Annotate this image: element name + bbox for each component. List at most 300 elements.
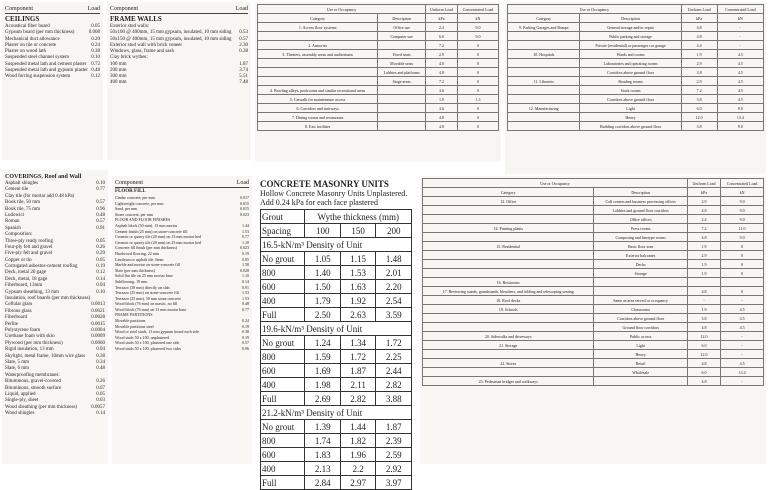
table-cell: Same as area served or occupancy (594, 296, 688, 305)
density-label: 21.2-kN/m³ Density of Unit (261, 406, 412, 420)
header-concentrated: Concentrated Load (717, 5, 763, 14)
component-name: Urethane foam with skin (5, 334, 55, 340)
table-cell (258, 59, 378, 68)
table-row (261, 420, 412, 434)
component-name: Plaster on tile or concrete (5, 42, 57, 48)
table-cell: Call centers and business processing offices (594, 197, 688, 206)
table-cell: 2.39 (376, 434, 412, 448)
table-row (261, 448, 412, 462)
table-row (261, 266, 412, 280)
table-cell: 2.82 (340, 392, 375, 406)
table-row (258, 41, 499, 50)
component-name: Lightweight concrete, per mm (115, 200, 164, 206)
load-value: 0.0009 (91, 334, 105, 340)
load-value: 0.57 (96, 200, 105, 206)
load-value: 1.53 (242, 295, 249, 301)
table-cell: Heavy (594, 350, 688, 359)
table-row (423, 278, 764, 287)
component-name: Plaster on wood lath (5, 49, 46, 54)
table-cell (378, 104, 426, 113)
table-cell: Storage (594, 269, 688, 278)
table-cell: 2.13 (305, 462, 340, 476)
load-value: 0.38 (242, 329, 249, 335)
table-row (261, 308, 412, 322)
load-value: 5.51 (239, 74, 248, 79)
table-cell: 4.8 (426, 122, 458, 131)
load-value: 0.0021 (91, 308, 105, 314)
table-cell: 0 (457, 77, 498, 86)
table-cell: 1.96 (340, 448, 375, 462)
component-name: Composition: (5, 232, 33, 238)
table-cell: 4.5 (717, 59, 763, 68)
table-row (423, 197, 764, 206)
table-cell: 1.3 (457, 95, 498, 104)
load-value: 0.48 (242, 301, 249, 307)
load-value: 0.10 (96, 289, 105, 295)
table-cell: 2.84 (305, 476, 340, 490)
table-cell: 1.87 (376, 420, 412, 434)
load-value: 0.03 (96, 398, 105, 404)
component-name: Rigid insulation, 13 mm (5, 347, 54, 353)
table-cell: 3.8 (687, 314, 720, 323)
component-name: Subflooring, 19 mm (115, 278, 148, 284)
header-cell: 150 (340, 224, 375, 238)
rows (5, 181, 105, 417)
table-cell: Exterior balconies (594, 251, 688, 260)
component-name: Deck, metal, 18 gage (5, 276, 48, 282)
header-uniform: Uniform Load (687, 179, 720, 188)
table-cell: No grout (261, 420, 305, 434)
load-value: 0.028 (240, 267, 249, 273)
table-cell: 0 (721, 287, 764, 296)
table-cell: 1. Access floor systems (258, 23, 378, 32)
table-row (423, 296, 764, 305)
table-cell (423, 314, 594, 323)
table-cell: Full (261, 392, 305, 406)
table-cell: Corridors above ground floor (594, 314, 688, 323)
floor-fill-panel (112, 176, 252, 464)
table-row (258, 77, 499, 86)
component-name: Terrazzo (38 mm) directly on slab (115, 284, 170, 290)
table-cell: General storage and/or repair (580, 23, 681, 32)
table-cell (508, 113, 580, 122)
table-cell (423, 323, 594, 332)
table-cell (423, 269, 594, 278)
load-value: 1.53 (242, 290, 249, 296)
table-cell: 2.63 (340, 308, 375, 322)
table (422, 178, 764, 386)
table-cell: 11. Libraries (508, 77, 580, 86)
table-row (261, 336, 412, 350)
table-row (423, 242, 764, 251)
table-cell: 4.5 (721, 359, 764, 368)
load-value: 0.015 (240, 200, 249, 206)
component-name: Slate, 5 mm (5, 359, 30, 365)
table-cell: 7.2 (426, 41, 458, 50)
table-cell: 1.74 (305, 434, 340, 448)
table-cell: 9.0 (717, 104, 763, 113)
table-row (258, 59, 499, 68)
section-title: COVERINGS, Roof and Wall (5, 174, 82, 180)
component-name: 300 mm (110, 74, 127, 79)
table-cell: 2.11 (340, 378, 375, 392)
rows (115, 195, 249, 352)
component-name: Cement finish (25 mm) on stone-concrete fill (115, 228, 188, 234)
table-cell: 0 (457, 104, 498, 113)
load-value: 0.72 (91, 61, 100, 67)
table-cell: Wards and rooms (580, 50, 681, 59)
component-name: Concrete fill finish (per mm thickness) (115, 245, 178, 251)
load-value: 0.015 (240, 206, 249, 212)
subheader-cell: Category (258, 14, 378, 23)
load-value: 3.74 (239, 67, 248, 73)
subheader-cell: Description (594, 188, 688, 197)
subheader-cell: kN (717, 14, 763, 23)
table-cell: - (717, 32, 763, 41)
table-cell: Stack rooms (580, 86, 681, 95)
table-cell: 4.8 (681, 32, 717, 41)
table-cell: 2.2 (340, 462, 375, 476)
table-cell: 2.25 (376, 350, 412, 364)
table-cell: 9.0 (721, 233, 764, 242)
table-cell: Composing and linotype rooms (594, 233, 688, 242)
load-value: 0.53 (239, 30, 248, 36)
table-cell: 9. Parking Garages and Ramps (508, 23, 580, 32)
component-name: Clay brick wythes: (110, 55, 148, 61)
table-cell (508, 41, 580, 50)
component-name: Terrazzo (25 mm) on stone-concrete fill (115, 290, 179, 296)
table-cell: 0 (721, 260, 764, 269)
table-cell: 1.34 (340, 336, 375, 350)
header-uniform: Uniform Load (681, 5, 717, 14)
table-cell (378, 95, 426, 104)
table-cell (378, 122, 426, 131)
table-cell: 0 (721, 251, 764, 260)
header-uniform: Uniform Load (426, 5, 458, 14)
table-cell: 0 (457, 68, 498, 77)
ceilings-panel (2, 2, 103, 160)
table-cell: 4.8 (687, 323, 720, 332)
table-cell: 1.48 (376, 252, 412, 266)
table-cell: 4.5 (721, 314, 764, 323)
table-row (258, 95, 499, 104)
table-cell: Light (594, 341, 688, 350)
table-cell: 7.2 (687, 224, 720, 233)
table-row (508, 32, 764, 41)
component-name: Wood sheathing (per mm thickness) (5, 404, 78, 410)
occupancy-table-2 (505, 2, 766, 174)
table-cell (378, 41, 426, 50)
table-cell: Laboratories and operating rooms (580, 59, 681, 68)
load-value: 0.48 (96, 366, 105, 372)
table-cell: - (721, 332, 764, 341)
header-component: Component (110, 6, 138, 12)
load-value: 1.53 (242, 228, 249, 234)
table-cell: 12.0 (687, 332, 720, 341)
table-cell: 4.8 (687, 206, 720, 215)
component-name: Solid flat tile on 25 mm mortar base (115, 273, 173, 279)
table-cell: 1.9 (687, 269, 720, 278)
table-cell: 16. Restrooms (423, 278, 594, 287)
table-cell: 2.9 (687, 251, 720, 260)
load-value: 0.77 (96, 187, 105, 193)
table-row (423, 224, 764, 233)
table-cell (508, 32, 580, 41)
table-cell: 6. Corridors and stairways (258, 104, 378, 113)
table-cell (258, 77, 378, 86)
component-name: Three-ply ready roofing (5, 238, 54, 244)
subheader-cell: kPa (426, 14, 458, 23)
component-name: Movable partitions steel (115, 323, 154, 329)
load-value: 0.008 (88, 30, 100, 36)
table-row (423, 314, 764, 323)
table-cell: 0 (457, 113, 498, 122)
load-value: 7.48 (239, 80, 248, 86)
table-row (508, 95, 764, 104)
table-cell: 4.5 (721, 323, 764, 332)
coverings-panel (2, 170, 108, 464)
table-cell (378, 86, 426, 95)
table-cell: 3.6 (426, 104, 458, 113)
component-name: Terrazzo (25 mm), 50 mm stone concrete (115, 295, 182, 301)
table-cell: 400 (261, 378, 305, 392)
table-cell: 400 (261, 294, 305, 308)
table-cell: 22. Stores (423, 359, 594, 368)
table-cell: Public parking and storage (580, 32, 681, 41)
table-row (508, 104, 764, 113)
load-value: 0.0004 (91, 327, 105, 333)
table-cell: 1.79 (305, 294, 340, 308)
occupancy-table-3 (420, 176, 766, 464)
table-cell: 4.5 (717, 95, 763, 104)
table-cell: 1.72 (376, 336, 412, 350)
header-load: Load (236, 180, 249, 186)
component-name: Suspended metal lath and gypsum plaster (5, 67, 88, 73)
table-cell: 6.0 (687, 341, 720, 350)
table-cell (423, 215, 594, 224)
load-value: 0.48 (91, 67, 100, 73)
table-cell: 1.87 (340, 364, 375, 378)
table-cell: 800 (261, 350, 305, 364)
table-cell: 2.4 (426, 23, 458, 32)
load-value: 0.38 (96, 353, 105, 359)
component-name: Cinder concrete, per mm (115, 195, 155, 200)
component-name: Wood studs 50 x 100, plastered two sides (115, 346, 182, 352)
table-row (258, 32, 499, 41)
table-cell: 0 (721, 269, 764, 278)
header-concentrated: Concentrated Load (721, 179, 764, 188)
table-cell (423, 251, 594, 260)
load-value: 0.05 (96, 391, 105, 397)
table-cell: 3.8 (681, 68, 717, 77)
table-cell (594, 287, 688, 296)
header-component: Component (5, 6, 33, 12)
rows (110, 24, 248, 87)
table-row (423, 332, 764, 341)
table-cell: 4.8 (687, 377, 720, 386)
table-cell: 1.9 (681, 50, 717, 59)
header-row (258, 5, 499, 14)
table-cell: 15. Residential (423, 242, 594, 251)
cmu-table (260, 209, 412, 490)
load-value: 0.57 (239, 36, 248, 42)
component-name: Skylight, metal frame, 10mm wire glass (5, 353, 86, 359)
table-cell: 1.40 (305, 266, 340, 280)
panel-header (5, 5, 100, 14)
component-name: Perlite (5, 321, 19, 327)
table-cell: 6.0 (687, 368, 720, 377)
load-row (110, 80, 248, 86)
load-value: 1.44 (242, 222, 249, 228)
table-cell: 5. Catwalk for maintenance access (258, 95, 378, 104)
subheader-cell: kPa (687, 188, 720, 197)
table-row (423, 350, 764, 359)
table-row (258, 86, 499, 95)
table-cell (594, 377, 688, 386)
table-cell: 600 (261, 280, 305, 294)
load-value: 0.96 (242, 346, 249, 352)
table-cell: 4.8 (426, 59, 458, 68)
table-cell: 3.88 (376, 392, 412, 406)
component-name: Spanish (5, 225, 21, 231)
load-value: 0.91 (96, 225, 105, 231)
table-cell: 2.82 (376, 378, 412, 392)
load-value: 0.26 (96, 244, 105, 250)
density-row (261, 406, 412, 420)
table-cell: 4.8 (687, 359, 720, 368)
subheader-cell: Description (378, 14, 426, 23)
table-cell (508, 68, 580, 77)
table-cell: 3.8 (681, 122, 717, 131)
component-name: Gypsum sheathing, 13 mm (5, 289, 59, 295)
table-cell: 2.50 (305, 308, 340, 322)
table-row (258, 122, 499, 131)
table-cell: - (721, 350, 764, 359)
table-cell: 1.53 (340, 266, 375, 280)
table-row (508, 113, 764, 122)
table-cell: 6.0 (426, 32, 458, 41)
table (257, 4, 499, 131)
table-cell: 1.9 (426, 95, 458, 104)
component-name: Exterior stud wall with brick veneer (110, 42, 183, 48)
component-name: Cement tile (5, 187, 29, 193)
header-load: Load (235, 6, 248, 12)
table-cell: 1.82 (340, 434, 375, 448)
load-row (5, 411, 105, 417)
table-cell (508, 95, 580, 104)
header-row (423, 179, 764, 188)
table-row (423, 269, 764, 278)
table-cell: No grout (261, 252, 305, 266)
header-use: Use or Occupancy (423, 179, 688, 188)
density-row (261, 322, 412, 336)
table-cell: Office offices (594, 215, 688, 224)
load-value: 0.57 (242, 340, 249, 346)
table-cell (423, 233, 594, 242)
table-cell: 1.05 (305, 252, 340, 266)
table-cell: 21. Storage (423, 341, 594, 350)
table-row (261, 364, 412, 378)
component-name: Gypsum board (per mm thickness) (5, 30, 75, 36)
table-row (423, 305, 764, 314)
header-wythe: Wythe thickness (mm) (305, 210, 412, 224)
component-name: 50x100 @ 400mm, 15 mm gypsum, insulated, 10 mm siding (110, 30, 232, 36)
section-title: FLOOR FILL (115, 189, 146, 194)
component-name: Book tile, 75 mm (5, 206, 40, 212)
load-value: 0.20 (91, 36, 100, 42)
load-value: 0.24 (242, 318, 249, 324)
table-cell (687, 278, 720, 287)
table-cell (423, 206, 594, 215)
table-cell: 1.63 (340, 280, 375, 294)
table-cell: Full (261, 308, 305, 322)
load-value: 0.04 (96, 347, 105, 353)
subheader-row (508, 14, 764, 23)
component-name: Wood furring suspension system (5, 74, 71, 79)
table-cell: 3.6 (426, 86, 458, 95)
subheader-cell: Category (508, 14, 580, 23)
component-name: Wood block (76 mm) on mastic, no fill (115, 301, 178, 307)
table-row (508, 23, 764, 32)
table-cell: - (721, 341, 764, 350)
load-value: 0.34 (96, 359, 105, 365)
component-name: Wood studs 50 x 100, unplastered (115, 334, 170, 340)
load-value: 0.29 (96, 251, 105, 257)
table-cell: Heavy (580, 113, 681, 122)
table-row (261, 294, 412, 308)
load-value: 0.07 (96, 385, 105, 391)
table-row (423, 359, 764, 368)
table-cell: - (687, 296, 720, 305)
component-name: Plywood (per mm thickness) (5, 340, 63, 346)
table-cell: 4. Bowling alleys, poolrooms and similar recreational areas (258, 86, 378, 95)
table-cell: 1.98 (305, 378, 340, 392)
subheader-cell: kN (457, 14, 498, 23)
table-cell: 2.01 (376, 266, 412, 280)
subheader-cell: kPa (681, 14, 717, 23)
load-value: 0.0060 (91, 340, 105, 346)
table-cell (258, 68, 378, 77)
component-name: Suspended steel channel system (5, 55, 70, 61)
table-cell: Press rooms (594, 224, 688, 233)
load-value: 0.38 (91, 49, 100, 54)
density-row (261, 238, 412, 252)
table-cell: 800 (261, 266, 305, 280)
component-name: Wood studs 50 x 100, plastered one side (115, 340, 180, 346)
table-cell: 20. Sidewalks and driveways (423, 332, 594, 341)
table-cell: Basic floor area (594, 242, 688, 251)
table-row (423, 206, 764, 215)
table-cell: 9.0 (721, 206, 764, 215)
table-row (423, 260, 764, 269)
table-cell: 4.5 (717, 86, 763, 95)
table-cell (423, 350, 594, 359)
load-value: 0.0015 (91, 321, 105, 327)
subheader-cell: Description (580, 14, 681, 23)
table-cell: 2. Armories (258, 41, 378, 50)
table-row (423, 287, 764, 296)
load-value: 0.05 (96, 238, 105, 244)
component-name: 200 mm (110, 67, 127, 73)
table-cell: 2.97 (340, 476, 375, 490)
table-row (261, 280, 412, 294)
component-name: Ceramic or quarry tile (20 mm) on 25 mm mortar bed (115, 239, 201, 245)
component-name: Clay tile (for mortar add 0.48 kPa) (5, 193, 75, 199)
component-name: 50x150 @ 400mm, 15 mm gypsum, insulated, 10 mm siding (110, 36, 232, 42)
component-name: Asphalt block (50 mm), 13 mm mortar (115, 222, 178, 228)
table-cell: Movable seats (378, 59, 426, 68)
load-value: 0.14 (242, 278, 249, 284)
